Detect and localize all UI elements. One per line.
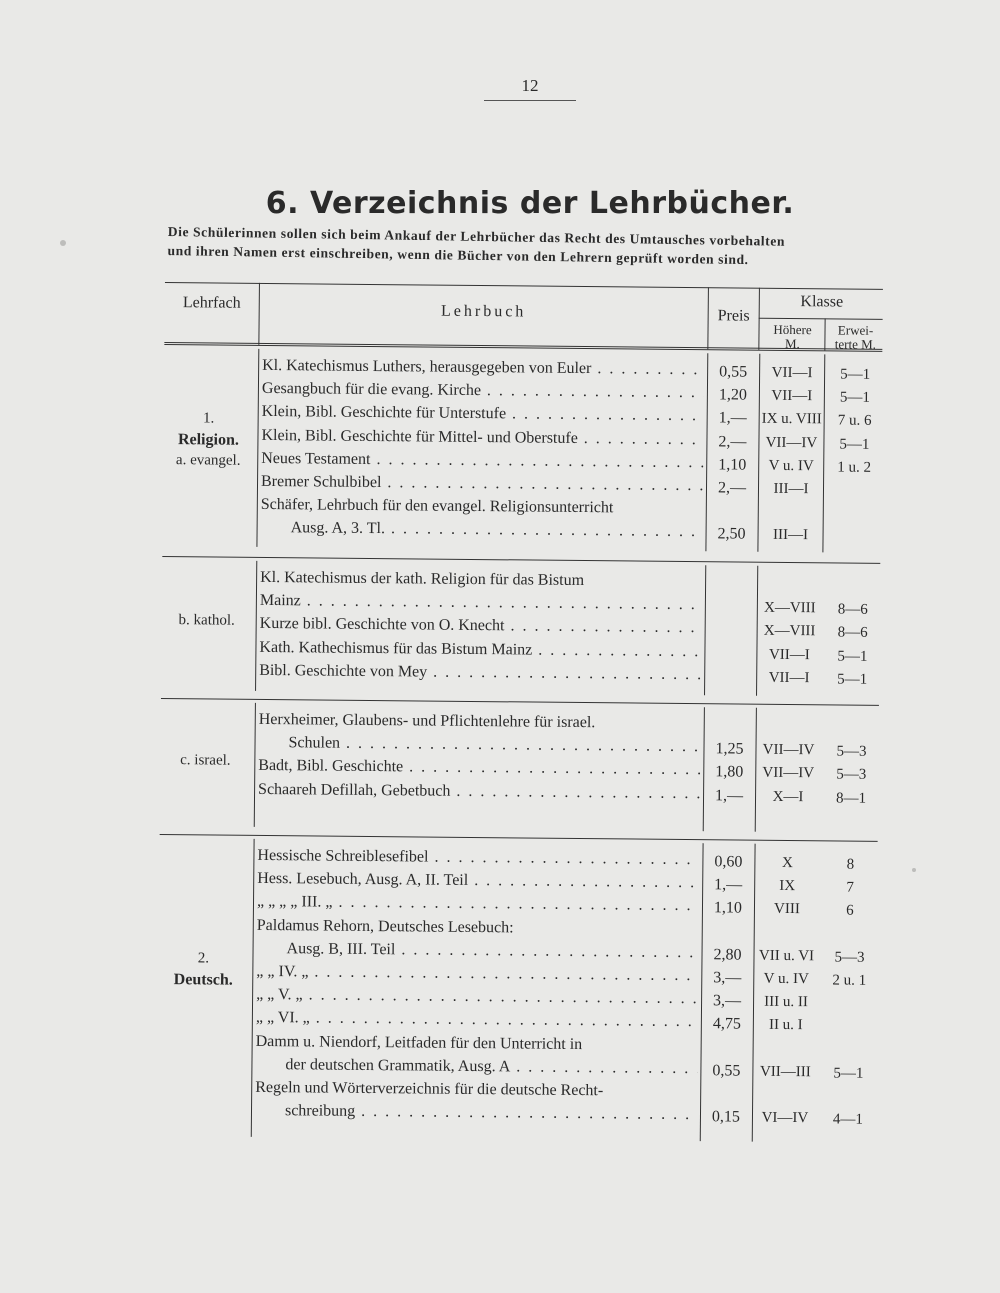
- klasse-erweiterte-cell: [820, 996, 878, 997]
- paper-speck: [60, 240, 66, 246]
- klasse-hoehere-cell: [759, 504, 823, 505]
- klasse-hoehere-cell: IX u. VIII: [761, 411, 822, 428]
- klasse-erweiterte-cell: 5—1: [839, 436, 870, 453]
- price-cell: 1,—: [714, 786, 744, 805]
- book-title: Damm u. Niendorf, Leitfaden für den Unterricht in: [255, 1032, 583, 1053]
- klasse-erweiterte-cell: 4—1: [832, 1111, 864, 1128]
- price-cell: 2,—: [717, 479, 747, 497]
- header-klasse: Klasse: [800, 293, 844, 311]
- section-rule: [162, 556, 880, 564]
- price-cell: 1,—: [714, 876, 743, 894]
- header-hoehere-2: M.: [784, 335, 800, 352]
- klasse-hoehere-cell: X: [781, 854, 793, 872]
- price-cell: 4,75: [712, 1015, 741, 1033]
- subject-religion-evangel: a. evangel.: [175, 452, 241, 469]
- price-cell: 2,80: [713, 946, 742, 964]
- price-cell: 0,15: [711, 1108, 741, 1126]
- price-cell: 0,55: [712, 1062, 741, 1080]
- intro-line-2: und ihren Namen erst einschreiben, wenn die Bücher von den Lehrern geprüft worden sind.: [167, 242, 749, 268]
- klasse-hoehere-cell: VII—III: [759, 1063, 811, 1081]
- book-title: Ausg. A, 3. Tl. . . .: [291, 520, 703, 542]
- klasse-erweiterte-cell: 8—1: [835, 790, 867, 807]
- header-erw-2: terte M.: [834, 336, 877, 352]
- price-cell: 3,—: [713, 969, 742, 987]
- book-title: Hessische Schreiblesefibel . . .: [257, 847, 699, 869]
- klasse-erweiterte-cell: 5—1: [833, 1065, 864, 1082]
- price-cell: 1,20: [718, 386, 747, 404]
- book-title: Schulen . . .: [288, 734, 700, 756]
- paper-speck: [912, 868, 916, 872]
- price-cell: 2,50: [717, 525, 746, 543]
- page-number-rule: [484, 100, 576, 101]
- klasse-divider-rule: [759, 318, 883, 320]
- klasse-erweiterte-cell: 2 u. 1: [832, 972, 867, 989]
- book-title: Paldamus Rehorn, Deutsches Lesebuch:: [256, 916, 514, 936]
- klasse-hoehere-cell: V u. IV: [768, 457, 814, 475]
- book-title: Schaareh Defillah, Gebetbuch . . .: [258, 781, 700, 803]
- section-rule: [160, 834, 878, 842]
- klasse-erweiterte-cell: [820, 1042, 878, 1043]
- klasse-hoehere-cell: VII—I: [768, 646, 810, 663]
- book-title: „ „ V. „ . . .: [256, 986, 698, 1008]
- book-title: Schäfer, Lehrbuch für den evangel. Religionsunterricht: [260, 496, 614, 517]
- subject-religion-name: Religion.: [177, 431, 239, 449]
- klasse-erweiterte-cell: 6: [846, 902, 854, 920]
- klasse-hoehere-cell: VII—IV: [765, 434, 818, 451]
- klasse-hoehere-cell: X—I: [772, 788, 804, 805]
- klasse-hoehere-cell: [758, 577, 822, 578]
- book-title: Mainz . . .: [260, 592, 702, 614]
- price-cell: 1,10: [718, 456, 747, 474]
- price-cell: 0,60: [714, 853, 743, 871]
- header-lehrbuch: Lehrbuch: [440, 302, 527, 321]
- price-cell: 1,10: [713, 899, 743, 917]
- klasse-erweiterte-cell: 8—6: [837, 601, 868, 618]
- subject-religion-number: 1.: [202, 410, 215, 427]
- klasse-erweiterte-cell: 5—1: [837, 648, 868, 665]
- book-title: Bremer Schulbibel . . .: [261, 473, 703, 495]
- klasse-erweiterte-cell: [825, 529, 883, 530]
- book-title: Bibl. Geschichte von Mey . . .: [259, 662, 701, 684]
- klasse-hoehere-cell: [755, 924, 819, 925]
- section-rule: [161, 698, 879, 706]
- price-cell: 1,25: [715, 740, 744, 758]
- klasse-hoehere-cell: VII—IV: [762, 741, 815, 759]
- klasse-hoehere-cell: VII—I: [768, 669, 810, 687]
- book-title: Badt, Bibl. Geschichte . . .: [258, 757, 700, 779]
- klasse-erweiterte-cell: 1 u. 2: [837, 459, 872, 476]
- klasse-erweiterte-cell: [820, 1019, 878, 1020]
- book-title: Kl. Katechismus der kath. Religion für das Bistum: [260, 568, 585, 590]
- klasse-hoehere-cell: II u. I: [768, 1017, 803, 1034]
- book-title: „ „ VI. „ . . .: [256, 1009, 698, 1031]
- klasse-hoehere-cell: VI—IV: [761, 1109, 809, 1127]
- book-title: Kath. Kathechismus für das Bistum Mainz . . .: [259, 639, 701, 661]
- price-cell: 0,55: [719, 363, 748, 381]
- book-title: Neues Testament . . .: [261, 450, 703, 472]
- subject-deutsch-number: 2.: [197, 950, 210, 967]
- klasse-erweiterte-cell: [819, 1088, 877, 1089]
- subject-israel-label: c. israel.: [180, 752, 231, 769]
- book-title: „ „ „ „ III. „ . . .: [257, 893, 699, 915]
- klasse-erweiterte-cell: [825, 482, 883, 483]
- klasse-erweiterte-cell: 8: [846, 856, 855, 873]
- price-cell: 1,—: [718, 409, 747, 427]
- book-title: Kurze bibl. Geschichte von O. Knecht . . .: [260, 615, 702, 637]
- klasse-erweiterte-cell: 5—1: [840, 366, 871, 383]
- klasse-erweiterte-cell: 7 u. 6: [837, 412, 872, 430]
- book-title: Regeln und Wörterverzeichnis für die deutsche Recht-: [255, 1078, 604, 1100]
- klasse-erweiterte-cell: 5—3: [836, 743, 867, 760]
- book-title: Kl. Katechismus Luthers, herausgegeben von Euler . . .: [262, 357, 704, 379]
- klasse-hoehere-cell: [753, 1087, 817, 1088]
- klasse-hoehere-cell: V u. IV: [763, 970, 809, 988]
- book-title: Gesangbuch für die evang. Kirche . . .: [262, 380, 704, 402]
- book-title: Klein, Bibl. Geschichte für Mittel- und Oberstufe . . .: [261, 427, 703, 449]
- price-cell: 1,80: [715, 763, 744, 781]
- book-title: Hess. Lesebuch, Ausg. A, II. Teil . . .: [257, 870, 699, 892]
- klasse-erweiterte-cell: 5—3: [836, 766, 867, 784]
- book-title: Herxheimer, Glaubens- und Pflichtenlehre für israel.: [258, 710, 596, 732]
- klasse-erweiterte-cell: [823, 720, 881, 721]
- subject-deutsch-name: Deutsch.: [173, 971, 233, 989]
- klasse-hoehere-cell: III—I: [773, 480, 809, 498]
- klasse-hoehere-cell: III u. II: [764, 993, 809, 1011]
- textbook-table: [157, 278, 885, 1145]
- klasse-hoehere-cell: VII—IV: [762, 765, 815, 782]
- klasse-erweiterte-cell: [824, 578, 882, 579]
- klasse-hoehere-cell: X—VIII: [763, 599, 816, 617]
- klasse-hoehere-cell: VII—I: [771, 388, 813, 405]
- intro-line-1: Die Schülerinnen sollen sich beim Ankauf der Lehrbücher das Recht des Umtausches vorbehalten: [167, 223, 786, 249]
- header-preis: Preis: [717, 307, 750, 325]
- klasse-erweiterte-cell: [825, 506, 883, 507]
- klasse-erweiterte-cell: 8—6: [837, 624, 868, 642]
- book-title: Ausg. B, III. Teil . . .: [286, 940, 698, 962]
- page-title: 6. Verzeichnis der Lehrbücher.: [265, 186, 795, 221]
- header-lehrfach: Lehrfach: [182, 294, 241, 312]
- price-cell: 3,—: [713, 992, 742, 1010]
- header-hoehere-1: Höhere: [773, 321, 812, 338]
- book-title: Klein, Bibl. Geschichte für Unterstufe . . .: [262, 403, 704, 425]
- klasse-erweiterte-cell: 5—1: [837, 671, 868, 688]
- klasse-hoehere-cell: VII u. VI: [758, 947, 815, 965]
- klasse-erweiterte-cell: 5—3: [834, 949, 865, 966]
- klasse-hoehere-cell: III—I: [772, 527, 809, 544]
- price-cell: 2,—: [718, 432, 747, 451]
- klasse-hoehere-cell: [757, 719, 821, 720]
- klasse-hoehere-cell: VIII: [773, 901, 800, 918]
- klasse-hoehere-cell: IX: [779, 878, 796, 895]
- intro-text: [167, 222, 898, 271]
- table-top-rule: [165, 282, 883, 290]
- klasse-erweiterte-cell: 7: [846, 879, 855, 896]
- klasse-erweiterte-cell: 5—1: [839, 389, 870, 406]
- subject-kathol-label: b. kathol.: [178, 612, 235, 629]
- klasse-hoehere-cell: VII—I: [771, 364, 813, 382]
- book-title: „ „ IV. „ . . .: [256, 963, 698, 985]
- klasse-hoehere-cell: X—VIII: [763, 623, 816, 640]
- book-title: schreibung . . .: [285, 1102, 697, 1124]
- klasse-erweiterte-cell: [821, 926, 879, 927]
- klasse-hoehere-cell: [754, 1040, 818, 1041]
- header-erw-1: Erwei-: [837, 322, 874, 338]
- page-number: 12: [521, 76, 539, 95]
- book-title: der deutschen Grammatik, Ausg. A . . .: [285, 1056, 697, 1078]
